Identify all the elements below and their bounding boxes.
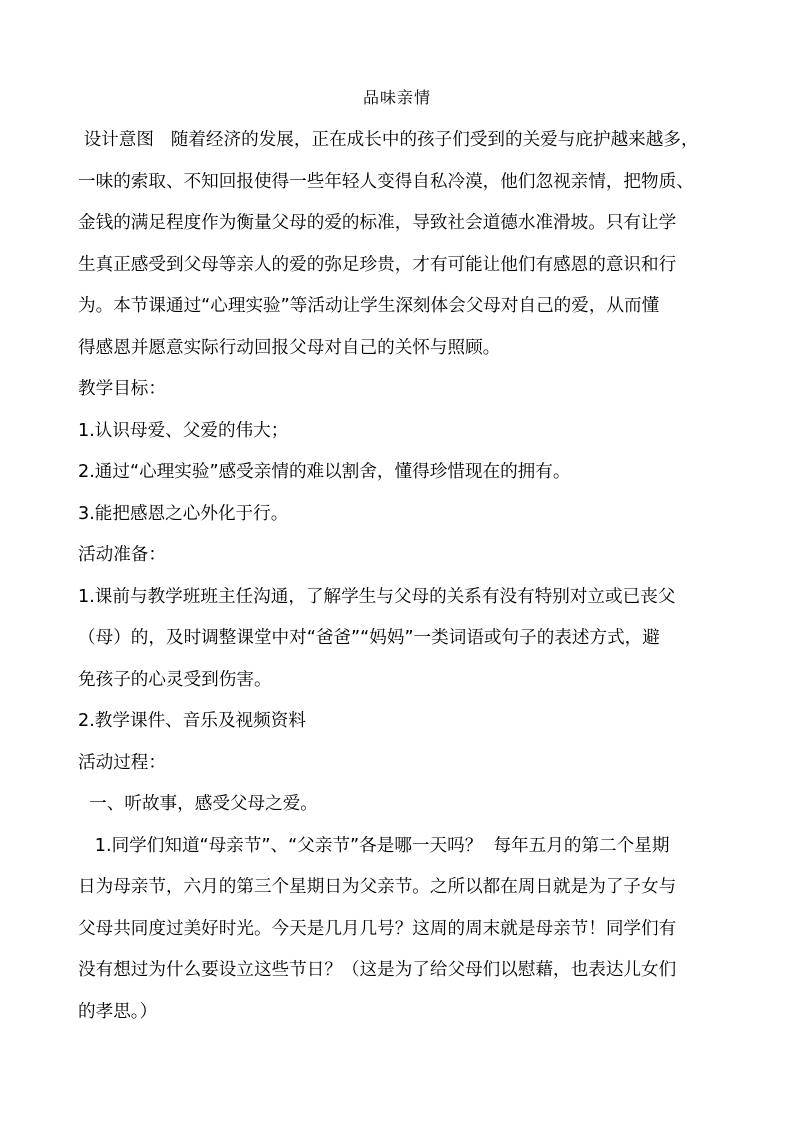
paragraph-line: 日为母亲节，六月的第三个星期日为父亲节。之所以都在周日就是为了子女与: [78, 877, 677, 897]
paragraph-line: 为。本节课通过“心理实验”等活动让学生深刻体会父母对自己的爱，从而懂: [78, 296, 660, 316]
paragraph-line: 一味的索取、不知回报使得一些年轻人变得自私冷漠，他们忽视亲情，把物质、: [78, 171, 694, 192]
section-heading-goals: 教学目标：: [78, 379, 166, 399]
subsection-heading: 一、听故事，感受父母之爱。: [78, 794, 318, 814]
paragraph-line: 1.同学们知道“母亲节”、“父亲节”各是哪一天吗？ 每年五月的第二个星期: [78, 835, 670, 856]
paragraph-line: 没有想过为什么要设立这些节日？（这是为了给父母们以慰藉，也表达儿女们: [78, 960, 677, 980]
list-item: 2.通过“心理实验”感受亲情的难以割舍，懂得珍惜现在的拥有。: [78, 462, 571, 482]
paragraph-line: 的孝思。）: [78, 1001, 158, 1022]
list-item-continued: 免孩子的心灵受到伤害。: [78, 669, 272, 690]
document-title: 品味亲情: [362, 88, 431, 107]
list-item: 1.认识母爱、父爱的伟大；: [78, 420, 289, 441]
paragraph-line: 生真正感受到父母等亲人的爱的弥足珍贵，才有可能让他们有感恩的意识和行: [78, 254, 677, 275]
list-item-continued: （母）的，及时调整课堂中对“爸爸”“妈妈”一类词语或句子的表述方式，避: [78, 628, 660, 648]
section-heading-process: 活动过程：: [78, 752, 166, 773]
paragraph-line: 设计意图 随着经济的发展，正在成长中的孩子们受到的关爱与庇护越来越多，: [78, 130, 699, 150]
list-item: 1.课前与教学班班主任沟通，了解学生与父母的关系有没有特别对立或已丧父: [78, 586, 676, 607]
paragraph-line: 父母共同度过美好时光。今天是几月几号？这周的周末就是母亲节！同学们有: [78, 918, 677, 939]
section-heading-preparation: 活动准备：: [78, 545, 166, 565]
list-item: 3.能把感恩之心外化于行。: [78, 503, 289, 524]
paragraph-line: 金钱的满足程度作为衡量父母的爱的标准，导致社会道德水准滑坡。只有让学: [78, 213, 677, 233]
paragraph-line: 得感恩并愿意实际行动回报父母对自己的关怀与照顾。: [78, 337, 501, 358]
list-item: 2.教学课件、音乐及视频资料: [78, 711, 306, 731]
document-body: [78, 125, 724, 1038]
